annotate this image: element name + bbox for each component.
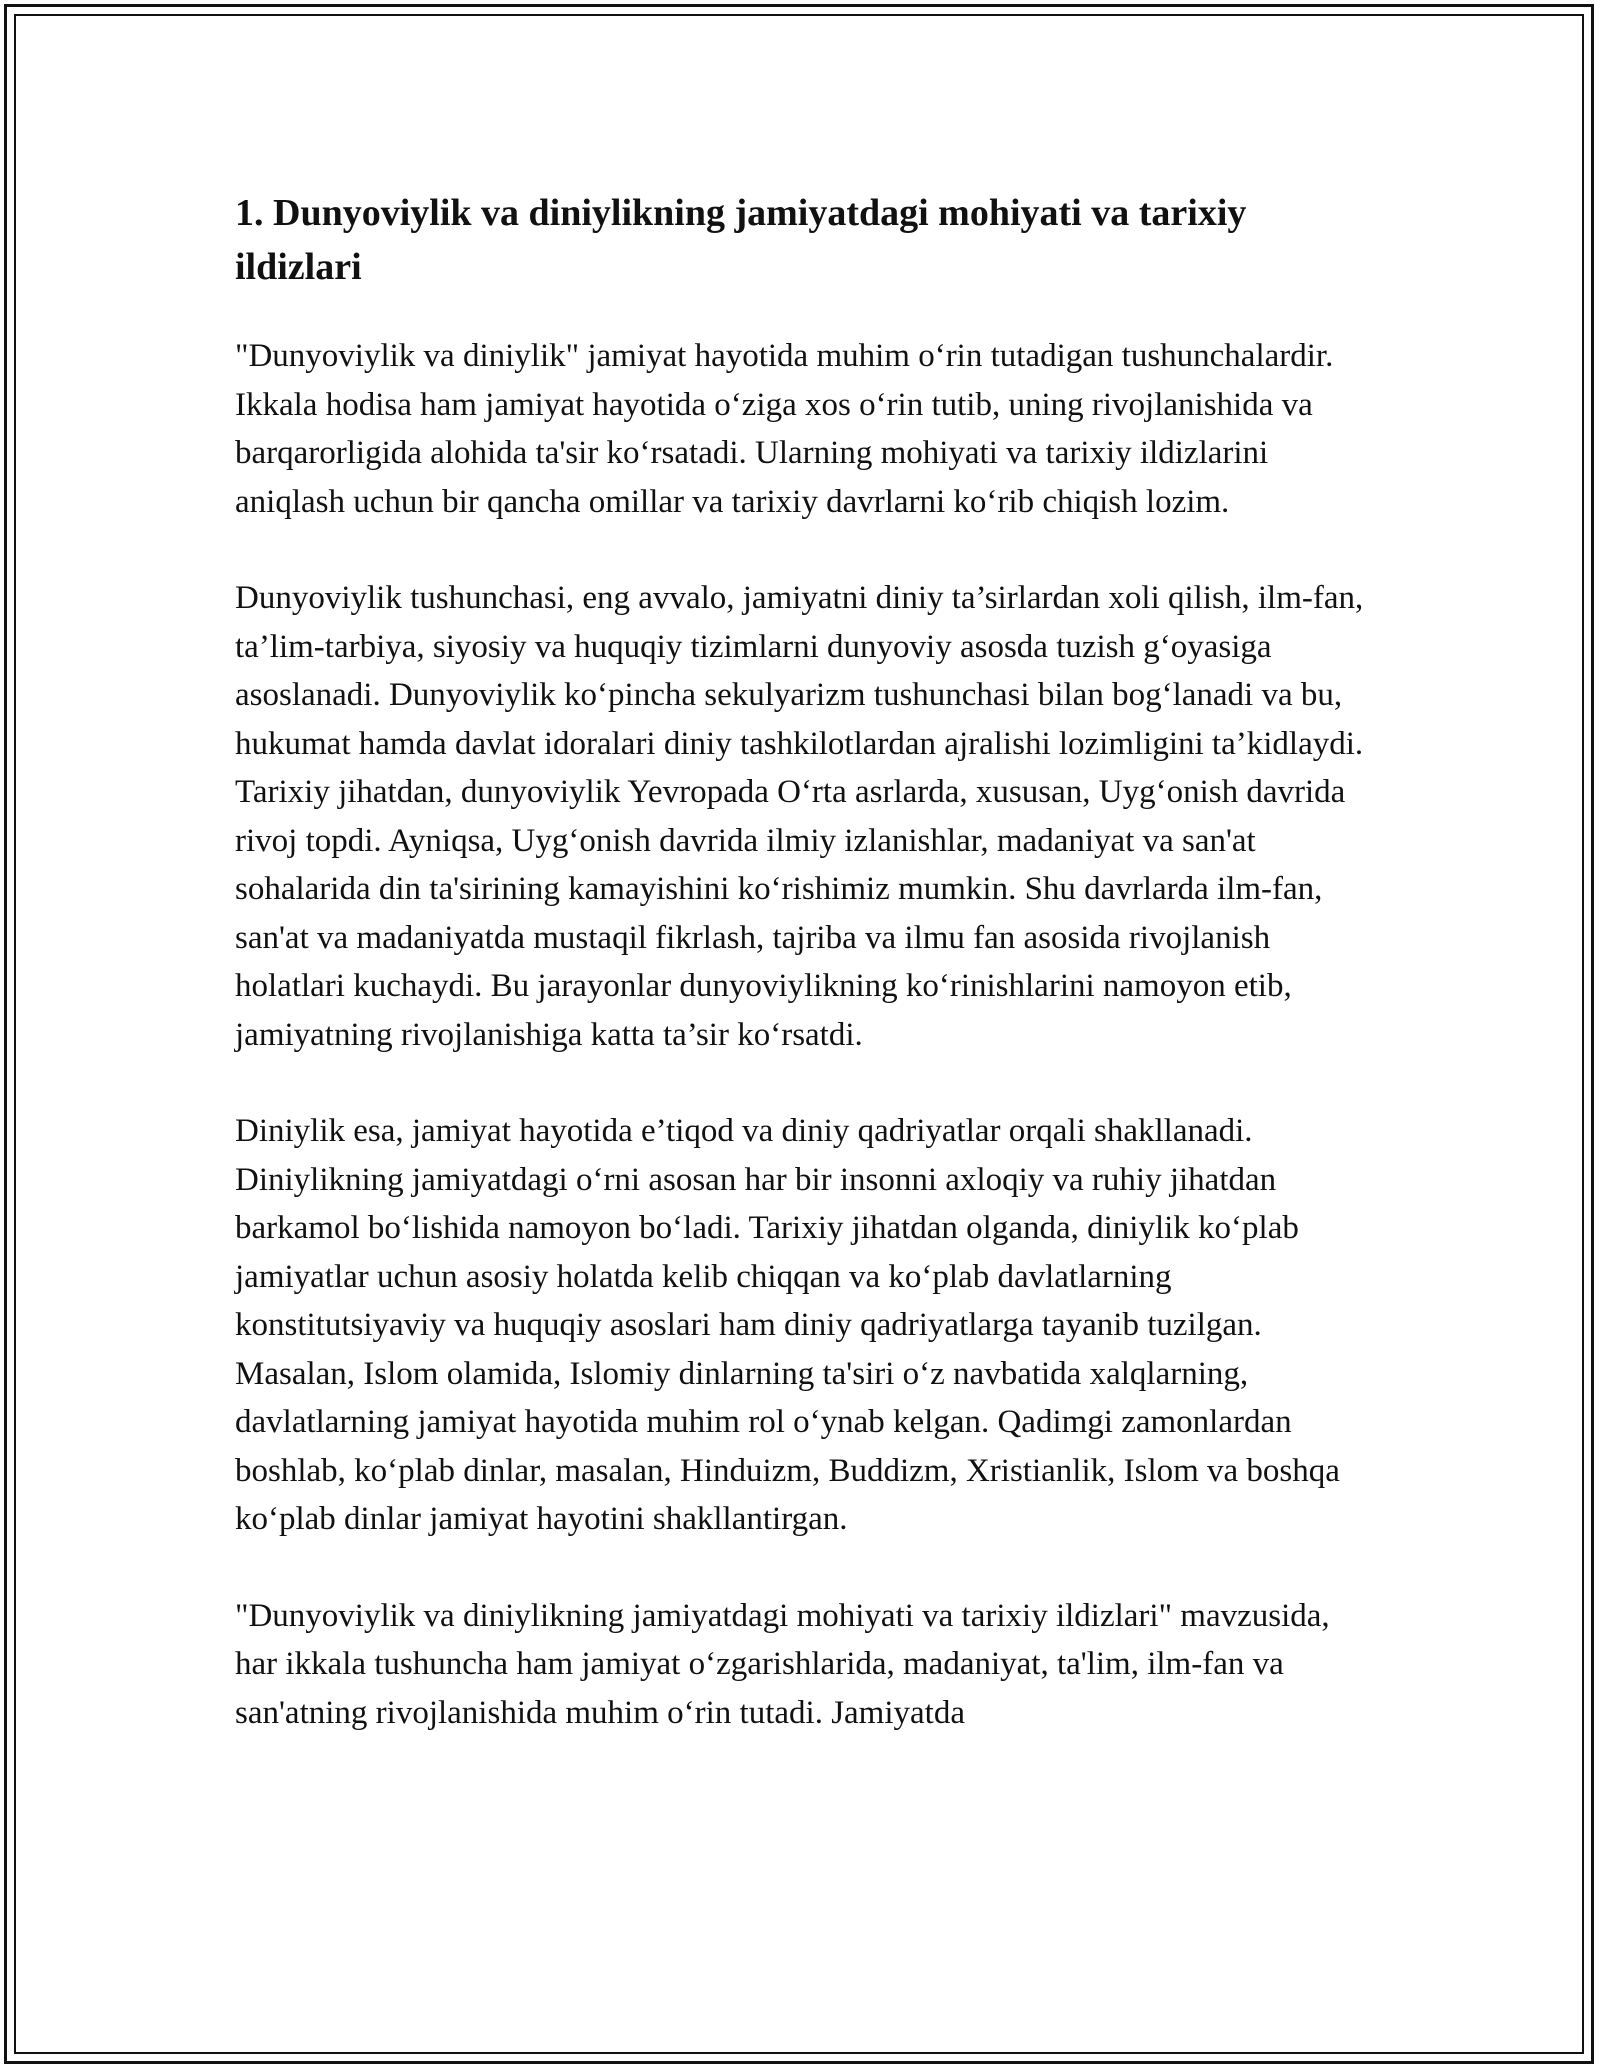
document-body bbox=[235, 186, 1375, 1785]
paragraph-religiosity: Diniylik esa, jamiyat hayotida e’tiqod va diniy qadriyatlar orqali shakllanadi. Diniylikning jamiyatdagi o‘rni asosan har bir insonni axloqiy va ruhiy jihatdan barkamol bo‘lishida namoyon bo‘ladi. Tarixiy jihatdan olganda, diniylik ko‘plab jamiyatlar uchun asosiy holatda kelib chiqqan va ko‘plab davlatlarning konstitutsiyaviy va huquqiy asoslari ham diniy qadriyatlarga tayanib tuzilgan. Masalan, Islom olamida, Islomiy dinlarning ta'siri o‘z navbatida xalqlarning, davlatlarning jamiyat hayotida muhim rol o‘ynab kelgan. Qadimgi zamonlardan boshlab, ko‘plab dinlar, masalan, Hinduizm, Buddizm, Xristianlik, Islom va boshqa ko‘plab dinlar jamiyat hayotini shakllantirgan. bbox=[235, 1113, 1340, 1537]
paragraph-secularism: Dunyoviylik tushunchasi, eng avvalo, jamiyatni diniy ta’sirlardan xoli qilish, ilm-fan, ta’lim-tarbiya, siyosiy va huquqiy tizimlarni dunyoviy asosda tuzish g‘oyasiga asoslanadi. Dunyoviylik ko‘pincha sekulyarizm tushunchasi bilan bog‘lanadi va bu, hukumat hamda davlat idoralari diniy tashkilotlardan ajralishi lozimligini ta’kidlaydi. Tarixiy jihatdan, dunyoviylik Yevropada O‘rta asrlarda, xususan, Uyg‘onish davrida rivoj topdi. Ayniqsa, Uyg‘onish davrida ilmiy izlanishlar, madaniyat va san'at sohalarida din ta'sirining kamayishini ko‘rishimiz mumkin. Shu davrlarda ilm-fan, san'at va madaniyatda mustaqil fikrlash, tajriba va ilmu fan asosida rivojlanish holatlari kuchaydi. Bu jarayonlar dunyoviylikning ko‘rinishlarini namoyon etib, jamiyatning rivojlanishiga katta ta’sir ko‘rsatdi. bbox=[235, 580, 1364, 1053]
paragraph-conclusion: "Dunyoviylik va diniylikning jamiyatdagi mohiyati va tarixiy ildizlari" mavzusida, har ikkala tushuncha ham jamiyat o‘zgarishlarida, madaniyat, ta'lim, ilm-fan va san'atning rivojlanishida muhim o‘rin tutadi. Jamiyatda bbox=[235, 1597, 1330, 1731]
paragraph-intro: "Dunyoviylik va diniylik" jamiyat hayotida muhim o‘rin tutadigan tushunchalardir. Ikkala hodisa ham jamiyat hayotida o‘ziga xos o‘rin tutib, uning rivojlanishida va barqarorligida alohida ta'sir ko‘rsatadi. Ularning mohiyati va tarixiy ildizlarini aniqlash uchun bir qancha omillar va tarixiy davrlarni ko‘rib chiqish lozim. bbox=[235, 338, 1334, 520]
section-heading: 1. Dunyoviylik va diniylikning jamiyatdagi mohiyati va tarixiy ildizlari bbox=[235, 192, 1247, 288]
